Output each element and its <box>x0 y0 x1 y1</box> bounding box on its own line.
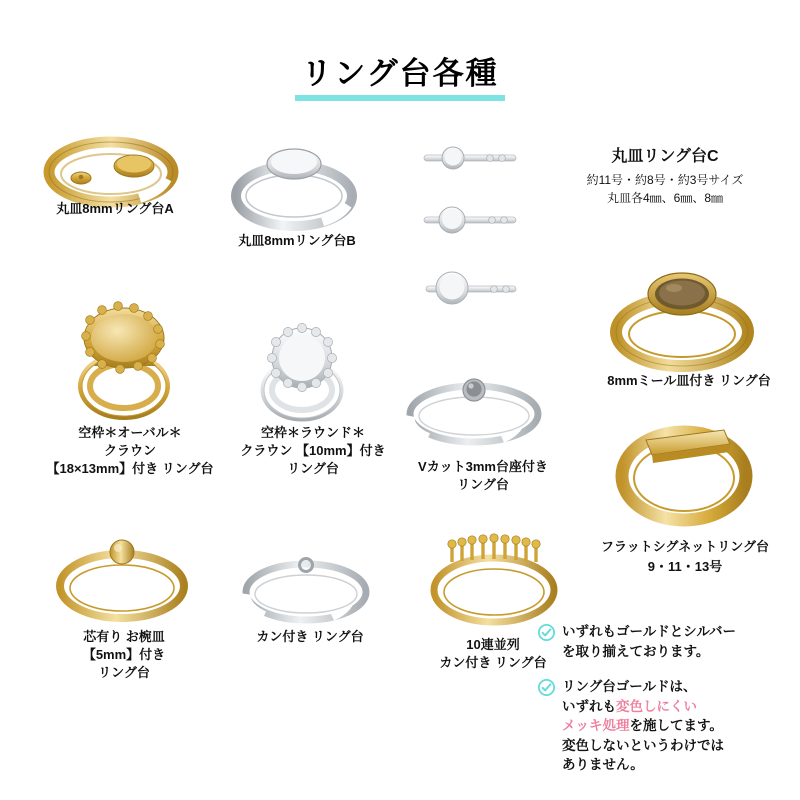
ring-c-label-sub2: 丸皿各4㎜、6㎜、8㎜ <box>606 191 724 205</box>
note-item <box>538 622 796 661</box>
ring-c-art-1 <box>414 138 524 183</box>
ring-b-label: 丸皿8mmリング台B <box>238 233 356 248</box>
note-line-1: いずれもゴールドとシルバー <box>562 624 736 639</box>
ring-oval-label-2: クラウン <box>103 443 156 458</box>
note2-line-3a: メッキ処理 <box>562 718 630 734</box>
ring-ten-label-2: カン付き リング台 <box>439 655 547 670</box>
ring-signet-label-1: フラットシグネットリング台 <box>600 539 770 554</box>
ring-c-label-sub1: 約11号・約8号・約3号サイズ <box>586 173 744 187</box>
ring-kan-art <box>232 544 382 635</box>
page-title: リング台各種 <box>295 48 504 101</box>
ring-signet-art <box>598 412 774 535</box>
ring-round-crown-art <box>240 316 370 431</box>
ring-round-label-3: リング台 <box>287 461 339 476</box>
notes-section <box>538 622 796 791</box>
ring-c-art-3 <box>414 262 524 317</box>
ring-c-label-main: 丸皿リング台C <box>611 148 719 165</box>
ring-oval-crown-art <box>52 296 202 429</box>
ring-a-label: 丸皿8mmリング台A <box>56 201 174 216</box>
ring-mill-art <box>598 266 768 381</box>
ring-mill-label: 8mmミール皿付き リング台 <box>607 373 771 388</box>
ring-vcut-label-1: Vカット3mm台座付き <box>418 459 548 474</box>
note2-line-5: ありません。 <box>562 757 644 773</box>
ring-c-art-2 <box>414 198 524 247</box>
ring-bowl-label-3: リング台 <box>98 665 150 680</box>
note2-line-4: 変色しないというわけでは <box>562 737 724 753</box>
ring-bowl-art <box>44 530 204 631</box>
ring-signet-label-2: 9・11・13号 <box>647 559 723 574</box>
ring-bowl-label-1: 芯有り お椀皿 <box>83 629 165 644</box>
note2-line-2b: 変色しにくい <box>616 698 697 714</box>
ring-round-label-1: 空枠＊ラウンド＊ <box>260 425 365 440</box>
note2-line-1: リング台ゴールドは、 <box>562 679 697 695</box>
ring-ten-label-1: 10連並列 <box>466 637 520 652</box>
ring-vcut-label-2: リング台 <box>457 477 509 492</box>
ring-oval-label-1: 空枠＊オーバル＊ <box>78 425 182 440</box>
note-text <box>562 677 724 775</box>
ring-oval-label-3: 【18×13mm】付き リング台 <box>46 461 214 476</box>
page-title-wrap <box>0 48 800 101</box>
note2-line-2a: いずれも <box>562 698 616 714</box>
check-circle-icon <box>538 624 555 646</box>
ring-vcut-art <box>396 370 556 459</box>
ring-b-art <box>222 134 372 239</box>
ring-kan-label: カン付き リング台 <box>256 629 364 644</box>
note2-line-3b: を施してます。 <box>629 718 723 734</box>
ring-bowl-label-2: 【5mm】付き <box>82 647 166 662</box>
note-item <box>538 677 796 775</box>
ring-round-label-2: クラウン 【10mm】付き <box>240 443 386 458</box>
check-circle-icon <box>538 679 555 701</box>
note-text <box>562 622 736 661</box>
note-line-2: を取り揃えております。 <box>562 643 710 659</box>
